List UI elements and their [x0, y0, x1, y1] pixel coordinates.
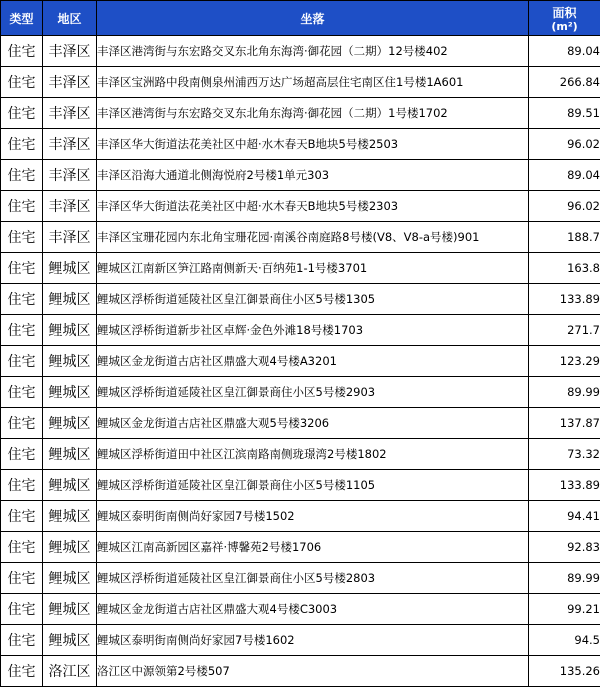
cell-area: 鲤城区 — [43, 408, 97, 439]
cell-address: 丰泽区宝洲路中段南侧泉州浦西万达广场超高层住宅南区住1号楼1A601 — [97, 67, 529, 98]
cell-area: 鲤城区 — [43, 532, 97, 563]
table-row — [1, 656, 600, 687]
cell-address: 鲤城区浮桥街道延陵社区皇江御景商住小区5号楼1105 — [97, 470, 529, 501]
cell-address: 鲤城区泰明街南侧尚好家园7号楼1502 — [97, 501, 529, 532]
cell-area: 鲤城区 — [43, 563, 97, 594]
table-row — [1, 377, 600, 408]
cell-address: 丰泽区沿海大通道北侧海悦府2号楼1单元303 — [97, 160, 529, 191]
table-row — [1, 563, 600, 594]
cell-type: 住宅 — [1, 253, 43, 284]
cell-size: 133.89 — [529, 470, 600, 501]
cell-area: 鲤城区 — [43, 377, 97, 408]
cell-type: 住宅 — [1, 439, 43, 470]
cell-address: 鲤城区浮桥街道田中社区江滨南路南侧珑璟湾2号楼1802 — [97, 439, 529, 470]
table-row — [1, 129, 600, 160]
table-row — [1, 470, 600, 501]
cell-size: 266.84 — [529, 67, 600, 98]
header-address: 坐落 — [97, 1, 529, 36]
cell-size: 89.04 — [529, 160, 600, 191]
table-row — [1, 439, 600, 470]
cell-address: 洛江区中源领第2号楼507 — [97, 656, 529, 687]
table-row — [1, 501, 600, 532]
cell-area: 鲤城区 — [43, 594, 97, 625]
cell-size: 271.7 — [529, 315, 600, 346]
cell-area: 鲤城区 — [43, 501, 97, 532]
cell-address: 鲤城区江南新区笋江路南侧新天·百纳苑1-1号楼3701 — [97, 253, 529, 284]
cell-size: 89.04 — [529, 36, 600, 67]
cell-area: 洛江区 — [43, 656, 97, 687]
cell-address: 丰泽区华大街道法花美社区中超·水木春天B地块5号楼2503 — [97, 129, 529, 160]
cell-size: 94.41 — [529, 501, 600, 532]
header-size — [529, 1, 600, 36]
cell-area: 鲤城区 — [43, 284, 97, 315]
cell-address: 丰泽区华大街道法花美社区中超·水木春天B地块5号楼2303 — [97, 191, 529, 222]
cell-area: 丰泽区 — [43, 191, 97, 222]
cell-type: 住宅 — [1, 191, 43, 222]
table-row — [1, 222, 600, 253]
cell-area: 丰泽区 — [43, 67, 97, 98]
cell-area: 鲤城区 — [43, 346, 97, 377]
table-row — [1, 67, 600, 98]
cell-size: 137.87 — [529, 408, 600, 439]
header-type: 类型 — [1, 1, 43, 36]
table-row — [1, 346, 600, 377]
table-row — [1, 408, 600, 439]
cell-type: 住宅 — [1, 67, 43, 98]
cell-size: 135.26 — [529, 656, 600, 687]
cell-address: 鲤城区金龙街道古店社区鼎盛大观4号楼C3003 — [97, 594, 529, 625]
header-size-label: 面积 — [552, 5, 577, 20]
cell-area: 丰泽区 — [43, 222, 97, 253]
cell-type: 住宅 — [1, 625, 43, 656]
cell-address: 鲤城区金龙街道古店社区鼎盛大观5号楼3206 — [97, 408, 529, 439]
table-row — [1, 594, 600, 625]
table-row — [1, 191, 600, 222]
cell-type: 住宅 — [1, 470, 43, 501]
cell-type: 住宅 — [1, 284, 43, 315]
cell-address: 鲤城区金龙街道古店社区鼎盛大观4号楼A3201 — [97, 346, 529, 377]
cell-size: 73.32 — [529, 439, 600, 470]
cell-address: 鲤城区浮桥街道新步社区卓辉·金色外滩18号楼1703 — [97, 315, 529, 346]
table-row — [1, 160, 600, 191]
cell-address: 鲤城区泰明街南侧尚好家园7号楼1602 — [97, 625, 529, 656]
cell-size: 163.8 — [529, 253, 600, 284]
table-row — [1, 532, 600, 563]
table-row — [1, 284, 600, 315]
cell-area: 鲤城区 — [43, 253, 97, 284]
cell-type: 住宅 — [1, 408, 43, 439]
header-size-unit: (m²) — [551, 19, 578, 33]
cell-area: 鲤城区 — [43, 439, 97, 470]
cell-area: 丰泽区 — [43, 98, 97, 129]
cell-size: 123.29 — [529, 346, 600, 377]
cell-address: 丰泽区港湾街与东宏路交叉东北角东海湾·御花园（二期）12号楼402 — [97, 36, 529, 67]
header-row — [1, 1, 600, 36]
cell-area: 丰泽区 — [43, 160, 97, 191]
table-row — [1, 253, 600, 284]
cell-area: 鲤城区 — [43, 625, 97, 656]
cell-size: 89.99 — [529, 563, 600, 594]
cell-address: 鲤城区浮桥街道延陵社区皇江御景商住小区5号楼1305 — [97, 284, 529, 315]
cell-address: 鲤城区浮桥街道延陵社区皇江御景商住小区5号楼2803 — [97, 563, 529, 594]
cell-type: 住宅 — [1, 501, 43, 532]
cell-size: 96.02 — [529, 191, 600, 222]
table-row — [1, 315, 600, 346]
cell-size: 94.5 — [529, 625, 600, 656]
cell-area: 丰泽区 — [43, 129, 97, 160]
cell-area: 鲤城区 — [43, 470, 97, 501]
header-area: 地区 — [43, 1, 97, 36]
cell-address: 鲤城区江南高新园区嘉祥·博馨苑2号楼1706 — [97, 532, 529, 563]
cell-address: 丰泽区港湾街与东宏路交叉东北角东海湾·御花园（二期）1号楼1702 — [97, 98, 529, 129]
cell-size: 89.51 — [529, 98, 600, 129]
cell-type: 住宅 — [1, 377, 43, 408]
cell-type: 住宅 — [1, 656, 43, 687]
cell-size: 133.89 — [529, 284, 600, 315]
cell-size: 99.21 — [529, 594, 600, 625]
cell-area: 鲤城区 — [43, 315, 97, 346]
table-row — [1, 98, 600, 129]
cell-type: 住宅 — [1, 36, 43, 67]
cell-area: 丰泽区 — [43, 36, 97, 67]
cell-size: 89.99 — [529, 377, 600, 408]
cell-type: 住宅 — [1, 98, 43, 129]
cell-size: 92.83 — [529, 532, 600, 563]
table-body — [1, 36, 600, 687]
cell-size: 188.7 — [529, 222, 600, 253]
table-row — [1, 36, 600, 67]
cell-type: 住宅 — [1, 563, 43, 594]
table-row — [1, 625, 600, 656]
cell-type: 住宅 — [1, 346, 43, 377]
cell-size: 96.02 — [529, 129, 600, 160]
cell-address: 鲤城区浮桥街道延陵社区皇江御景商住小区5号楼2903 — [97, 377, 529, 408]
cell-type: 住宅 — [1, 594, 43, 625]
cell-type: 住宅 — [1, 160, 43, 191]
cell-type: 住宅 — [1, 129, 43, 160]
cell-address: 丰泽区宝珊花园内东北角宝珊花园·南溪谷南庭路8号楼(V8、V8-a号楼)901 — [97, 222, 529, 253]
cell-type: 住宅 — [1, 532, 43, 563]
cell-type: 住宅 — [1, 315, 43, 346]
cell-type: 住宅 — [1, 222, 43, 253]
